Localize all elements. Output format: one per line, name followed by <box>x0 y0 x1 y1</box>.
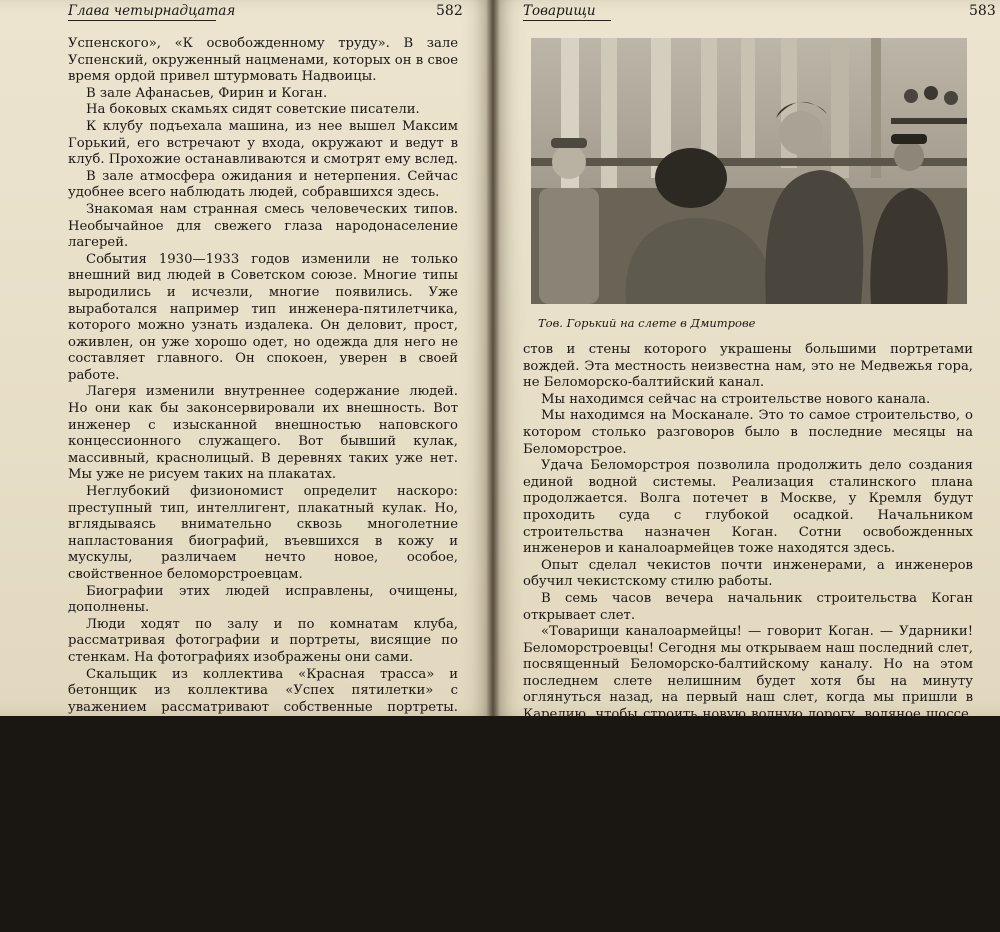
paragraph: «Товарищи каналоармейцы! — говорит Коган. — Ударники! Беломорстроевцы! Сегодня мы открываем наш последний слет, посвященный Беломорско-балтийскому каналу. Но на этом последнем слете нелишним будет хотя бы на минуту оглянуться назад, на первый наш слет, когда мы пришли в Карелию, чтобы строить новую водную дорогу, водяное шоссе, соединяющее моря». <box>523 624 973 739</box>
left-page-body <box>68 36 458 932</box>
paragraph: К клубу подъехала машина, из нее вышел Максим Горький, его встречают у входа, окружают и ведут в клуб. Прохожие останавливаются и смотрят ему вслед. <box>68 118 458 168</box>
paragraph: Биографии этих людей исправлены, очищены, дополнены. <box>68 583 458 616</box>
paragraph: Неглубокий физиономист определит наскоро: преступный тип, интеллигент, плакатный кулак. Но, вглядываясь внимательно сквозь многолетние напластования биографий, въевшихся в кожу и мускулы, различаем нечто новое, особое, свойственное беломорстроевцам. <box>68 484 458 582</box>
left-page <box>0 0 493 931</box>
right-page <box>493 0 1000 739</box>
paragraph: Успенского», «К освобожденному труду». В зале Успенский, окруженный нацменами, которых он в свое время ордой привел штурмовать Надвоицы. <box>68 36 458 85</box>
paragraph: В семь часов вечера начальник строительства Коган открывает слет. <box>523 590 973 623</box>
paragraph: Скальщик из коллектива «Красная трасса» и бетонщик из коллектива «Успех пятилетки» с уважением рассматривают собственные портреты. Портреты героичны, резко освещены, огромные лица сняты в гордых ракурсах. Скальщик и бетонщик значительно перемигиваются. Уважение к себе — новая и непривычная для них вещь, но они притворяются, что им это нипочем. <box>68 666 458 798</box>
paragraph: Удача Беломорстроя позволила продолжить дело создания единой водной системы. Реализация сталинского плана продолжается. Волга потечет в Москве, у Кремля будут проходить суда с глубокой осадкой. Начальником строительства назначен Коган. Сотни освобожденных инженеров и каналоармейцев тоже находятся здесь. <box>523 458 973 557</box>
right-running-head: Товарищи <box>523 3 596 19</box>
paragraph: Лагеря изменили внутреннее содержание людей. Но они как бы законсервировали их внешность. Вот инженер с изысканной внешностью наповского концессионного служащего. Вот бывший кулак, массивный, краснолицый. В деревнях таких уже нет. Мы уже не рисуем таких на плакатах. <box>68 384 458 483</box>
photo-caption: Тов. Горький на слете в Дмитрове <box>538 316 756 330</box>
right-header-rule <box>523 20 611 21</box>
paragraph: События 1930—1933 годов изменили не только внешний вид людей в Советском союзе. Многие типы выродились и исчезли, многие появились. Уже выработался например тип инженера-пятилетчика, которого можно узнать издалека. Он деловит, прост, оживлен, он уже хорошо одет, но одежда для него не составляет главного. Он спокоен, уверен в своей работе. <box>68 251 458 383</box>
paragraph: Знакомая нам странная смесь человеческих типов. Необычайное для свежего глаза народонаселение лагерей. <box>68 201 458 251</box>
left-page-number: 582 <box>436 3 463 19</box>
paragraph: стов и стены которого украшены большими портретами вождей. Эта местность неизвестна нам, это не Медвежья гора, не Беломорско-балтийский канал. <box>523 342 973 391</box>
paragraph: Наконец в клуб приходит оркестр. Он играет туш, и все собираются в главный зал, где на стульях лежат блокноты и карандаши для записей. Места занимают в строгом порядке — эти люди привыкли к собраниям и слетам на трассе. <box>68 799 458 881</box>
paragraph: Люди ходят по залу и по комнатам клуба, рассматривая фотографии и портреты, висящие по стенкам. На фотографиях изображены они сами. <box>68 616 458 665</box>
paragraph: В зале Афанасьев, Фирин и Коган. <box>86 85 328 101</box>
photo-illustration <box>531 38 967 304</box>
paragraph: Сквозь стекла клуба видны дома и улицы старого Дмитрова, дальний лес, пузатое здание монастыря, над которым нет кре- <box>68 882 458 931</box>
paragraph: В зале атмосфера ожидания и нетерпения. Сейчас удобнее всего наблюдать людей, собравшихся здесь. <box>68 168 458 201</box>
book-gutter <box>486 0 500 716</box>
paragraph: Мы находимся на Москанале. Это то самое строительство, о котором столько разговоров было в последние месяцы на Беломорстрое. <box>523 408 973 457</box>
paragraph: Мы находимся сейчас на строительстве нового канала. <box>541 391 931 407</box>
gorky-photo <box>531 38 967 304</box>
paragraph: Опыт сделал чекистов почти инженерами, а инженеров обучил чекистскому стилю работы. <box>523 557 973 590</box>
right-page-number: 583 <box>969 3 996 19</box>
paragraph: На боковых скамьях сидят советские писатели. <box>86 102 420 118</box>
left-header-rule <box>68 20 216 21</box>
right-page-body <box>523 342 973 740</box>
left-running-head: Глава четырнадцатая <box>68 3 236 19</box>
